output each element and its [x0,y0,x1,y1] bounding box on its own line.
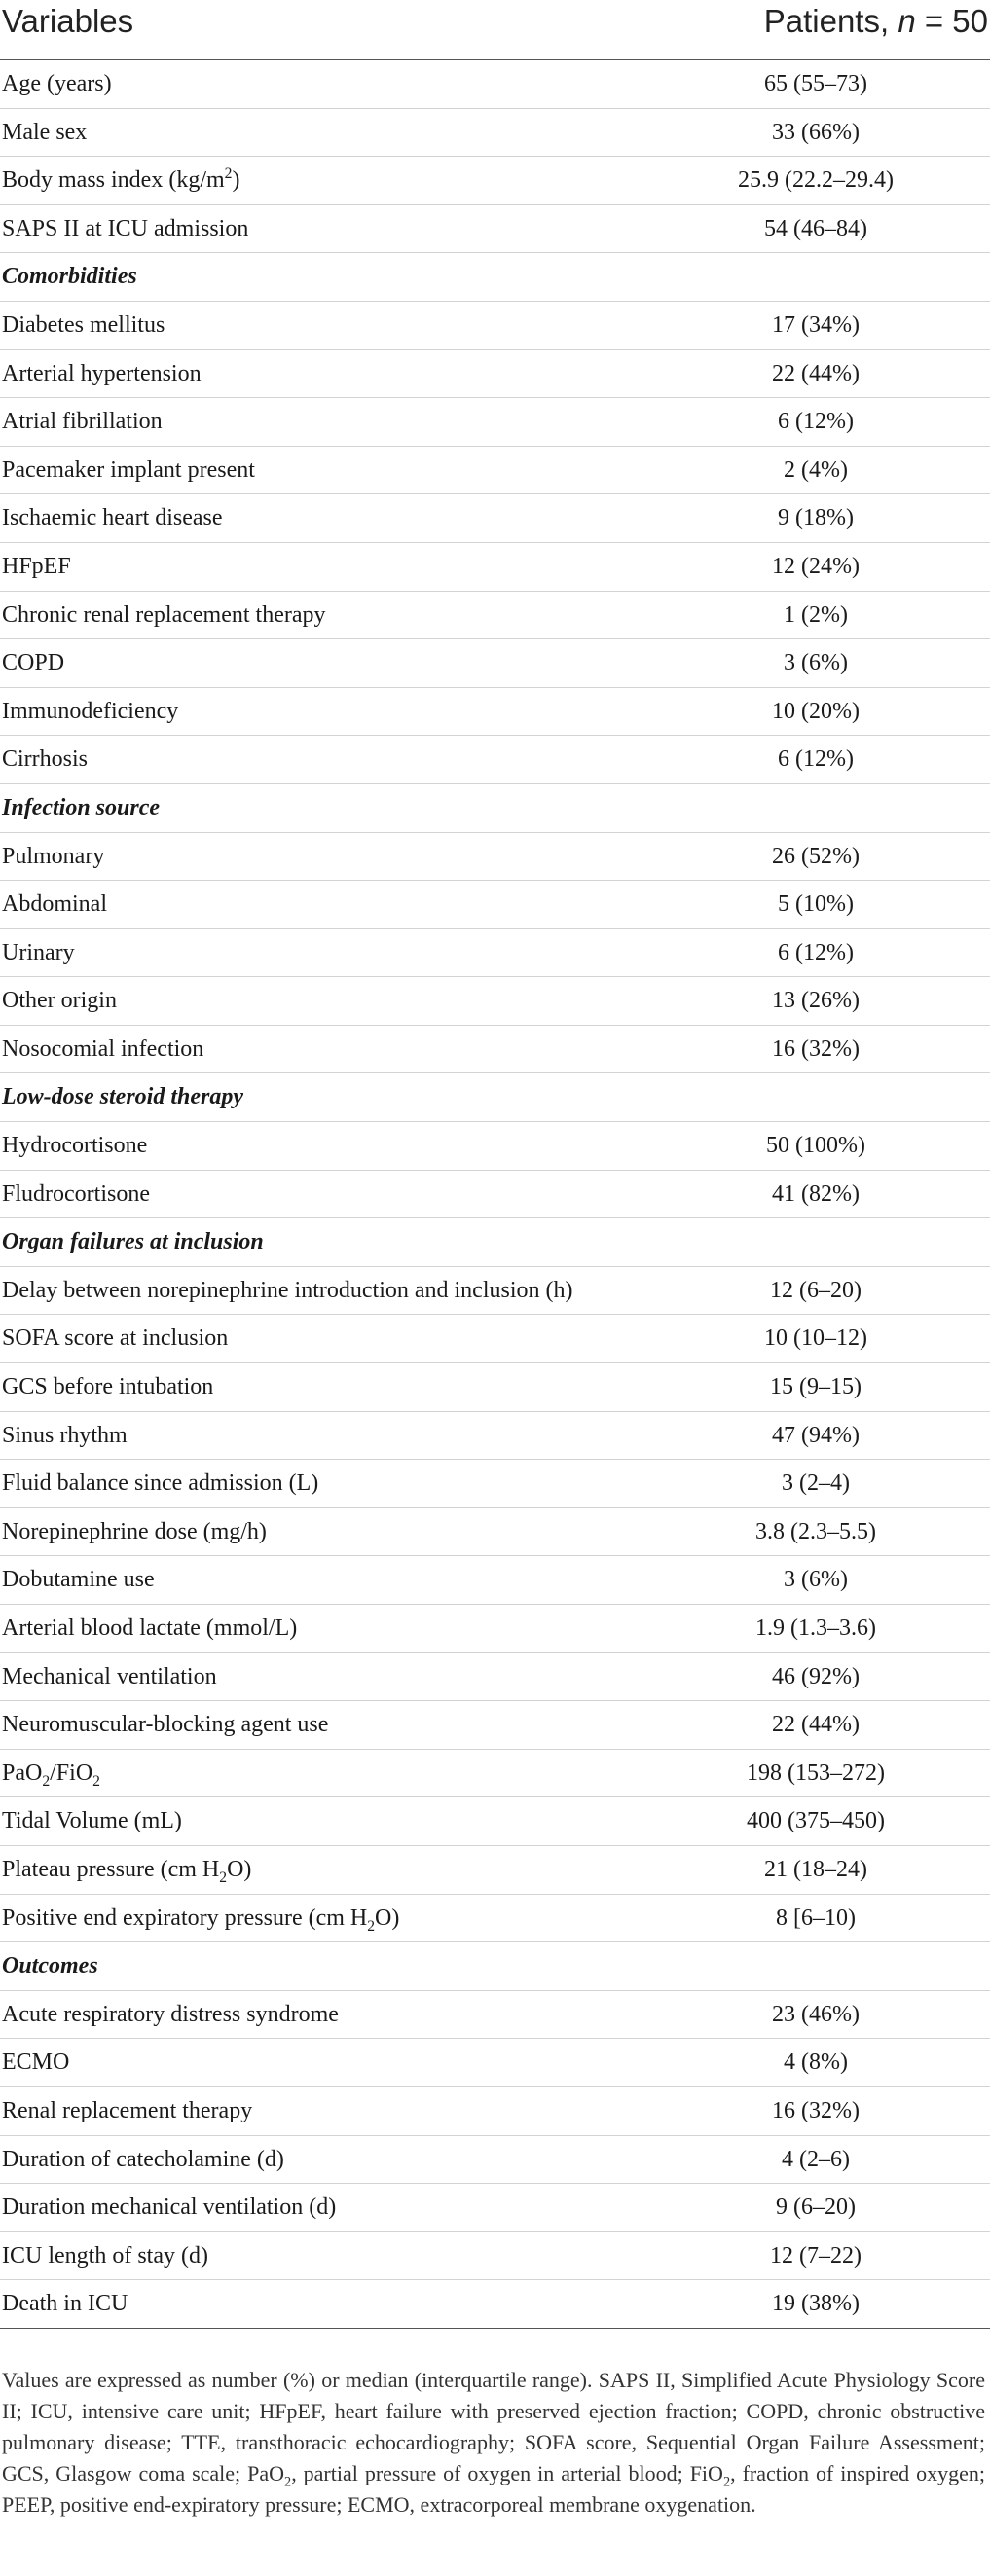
row-value: 6 (12%) [778,939,854,965]
row-label [2,1991,339,2039]
row-value: 47 (94%) [772,1422,860,1448]
table-row [0,1701,990,1750]
row-value: 3 (6%) [784,650,848,676]
label-tail: O) [227,1856,252,1882]
footnote-text-1: Values are expressed as number (%) or median (interquartile range). SAPS II, Simplified Acute Physiology Score II; ICU, intensive care unit; HFpEF, heart failure with preserved ejection fraction; COPD, chronic obstructive pulmonary disease; TTE, transthoracic echocardiography; SOFA score, Sequential Organ Failure Assessment; GCS, Glasgow coma scale; PaO [2,2368,985,2485]
table-row [0,1363,990,1412]
label-text: Other origin [2,988,117,1014]
section-label [2,1218,264,1266]
section-label [2,1942,98,1990]
table-row [0,1460,990,1508]
table-row [0,2232,990,2281]
row-value: 25.9 (22.2–29.4) [738,167,894,194]
row-label [2,1701,328,1749]
row-label [2,1797,182,1845]
row-value: 22 (44%) [772,360,860,386]
row-value: 3 (2–4) [782,1470,850,1497]
label-text: Pulmonary [2,843,105,869]
table-row [0,1750,990,1798]
n-value: = 50 [915,3,988,39]
label-tail: O) [375,1905,400,1931]
label-text: ECMO [2,2050,70,2076]
table-row [0,447,990,495]
table-row [0,1653,990,1702]
table-row [0,977,990,1026]
table-row [0,2039,990,2087]
row-value: 46 (92%) [772,1663,860,1689]
table-footnote [2,2365,985,2521]
label-tail: ) [232,167,240,194]
section-row [0,253,990,302]
patients-label: Patients, [763,3,898,39]
section-row [0,1073,990,1122]
footnote-sub-2: 2 [722,2474,731,2490]
row-value: 21 (18–24) [764,1856,867,1882]
table-row [0,736,990,784]
label-text: Neuromuscular-blocking agent use [2,1712,329,1738]
label-text: Low-dose steroid therapy [2,1084,243,1110]
label-tail: /FiO [50,1760,93,1786]
variables-column-header: Variables [2,3,134,39]
label-text: Dobutamine use [2,1567,155,1593]
table-row [0,350,990,399]
row-value: 19 (38%) [772,2291,860,2317]
table-row [0,929,990,978]
label-text: Chronic renal replacement therapy [2,601,326,628]
row-label [2,929,75,977]
row-value: 198 (153–272) [747,1760,885,1786]
section-label [2,253,137,301]
row-value: 17 (34%) [772,311,860,338]
label-text: Fludrocortisone [2,1180,150,1207]
label-text: Ischaemic heart disease [2,505,223,531]
label-text: Mechanical ventilation [2,1663,217,1689]
label-text: Organ failures at inclusion [2,1229,264,1255]
row-value: 26 (52%) [772,843,860,869]
table-row [0,494,990,543]
label-superscript: 2 [224,165,233,183]
label-text: Nosocomial infection [2,1035,204,1062]
label-text: ICU length of stay (d) [2,2242,208,2268]
table-row [0,1026,990,1074]
label-text: Duration of catecholamine (d) [2,2146,284,2172]
row-label [2,736,88,783]
row-label [2,1122,147,1170]
table-body [0,60,990,2329]
label-subscript: 2 [92,1772,100,1790]
table-row [0,60,990,109]
table-row [0,688,990,737]
label-text: Abdominal [2,891,107,918]
row-label [2,2136,284,2184]
row-label [2,688,178,736]
row-value: 12 (24%) [772,553,860,579]
table-row [0,1508,990,1557]
row-label [2,639,64,687]
row-label [2,1460,318,1507]
section-row [0,1218,990,1267]
table-row [0,1991,990,2040]
row-value: 13 (26%) [772,988,860,1014]
label-text: Tidal Volume (mL) [2,1808,182,1834]
footnote-text-2: , partial pressure of oxygen in arterial blood; FiO [291,2461,723,2485]
row-label [2,447,255,494]
row-value: 54 (46–84) [764,215,867,241]
label-text: Cirrhosis [2,746,89,773]
row-label [2,977,117,1025]
table-row [0,1895,990,1943]
row-value: 22 (44%) [772,1712,860,1738]
row-value: 12 (7–22) [770,2242,862,2268]
row-value: 16 (32%) [772,1035,860,1062]
label-text: Sinus rhythm [2,1422,128,1448]
row-value: 3.8 (2.3–5.5) [755,1518,876,1544]
row-value: 2 (4%) [784,456,848,483]
table-row [0,205,990,254]
table-row [0,592,990,640]
row-label [2,1653,217,1701]
footnote-text-3: , fraction of inspired oxygen; PEEP, positive end-expiratory pressure; ECMO, extracorporeal membrane oxygenation. [2,2461,985,2517]
row-label [2,2087,252,2135]
label-text: GCS before intubation [2,1374,214,1400]
row-value: 3 (6%) [784,1567,848,1593]
label-text: Acute respiratory distress syndrome [2,2001,339,2027]
table-header [0,0,990,60]
n-symbol: n [898,3,916,39]
table-row [0,1171,990,1219]
row-label [2,1750,100,1797]
table-row [0,1412,990,1461]
label-text: Arterial blood lactate (mmol/L) [2,1615,298,1641]
label-text: Death in ICU [2,2291,128,2317]
table-row [0,157,990,205]
row-value: 10 (10–12) [764,1325,867,1352]
table-row [0,1315,990,1363]
label-text: Renal replacement therapy [2,2097,253,2123]
label-text: Delay between norepinephrine introduction and inclusion (h) [2,1277,573,1303]
label-subscript: 2 [42,1772,51,1790]
row-label [2,157,239,204]
label-text: Fluid balance since admission (L) [2,1470,319,1497]
label-text: Positive end expiratory pressure (cm H [2,1905,368,1931]
table-row [0,1605,990,1653]
row-label [2,2039,69,2086]
label-subscript: 2 [367,1917,376,1935]
table-row [0,302,990,350]
row-value: 8 [6–10) [776,1905,856,1931]
table-row [0,881,990,929]
row-label [2,398,163,446]
section-label [2,1073,243,1121]
row-value: 15 (9–15) [770,1374,862,1400]
table-row [0,639,990,688]
label-text: SAPS II at ICU admission [2,215,249,241]
section-label [2,784,160,832]
section-row [0,784,990,833]
row-label [2,1605,297,1652]
row-label [2,109,87,157]
row-value: 400 (375–450) [747,1808,885,1834]
section-row [0,1942,990,1991]
label-text: HFpEF [2,553,71,579]
row-value: 23 (46%) [772,2001,860,2027]
label-text: Pacemaker implant present [2,456,255,483]
row-value: 9 (6–20) [776,2195,856,2221]
row-value: 6 (12%) [778,409,854,435]
row-label [2,2232,208,2280]
label-text: Arterial hypertension [2,360,202,386]
table-row [0,833,990,882]
row-value: 1 (2%) [784,601,848,628]
row-label [2,1895,399,1942]
table-row [0,2136,990,2185]
label-text: Age (years) [2,71,112,96]
label-text: PaO [2,1760,43,1786]
row-value: 10 (20%) [772,698,860,724]
row-value: 4 (8%) [784,2050,848,2076]
row-value: 5 (10%) [778,891,854,918]
label-text: Duration mechanical ventilation (d) [2,2195,337,2221]
label-text: Plateau pressure (cm H [2,1856,220,1882]
row-value: 41 (82%) [772,1180,860,1207]
row-label [2,205,248,253]
label-text: Atrial fibrillation [2,409,163,435]
row-value: 4 (2–6) [782,2146,850,2172]
row-value: 33 (66%) [772,119,860,145]
table-row [0,2280,990,2329]
row-label [2,1412,128,1460]
table-row [0,1846,990,1895]
label-text: Urinary [2,939,75,965]
label-text: Infection source [2,794,160,820]
table-row [0,1797,990,1846]
row-label [2,1508,267,1556]
label-text: SOFA score at inclusion [2,1325,229,1352]
row-value: 9 (18%) [778,505,854,531]
row-label [2,1267,573,1315]
row-label [2,2280,128,2328]
label-text: COPD [2,650,65,676]
row-label [2,1171,150,1218]
table-row [0,1122,990,1171]
row-label [2,494,223,542]
row-label [2,1363,213,1411]
table-row [0,2087,990,2136]
row-label [2,302,165,349]
row-label [2,1315,228,1362]
table-row [0,1267,990,1316]
label-text: Diabetes mellitus [2,311,165,338]
label-subscript: 2 [219,1869,228,1886]
row-value: 16 (32%) [772,2097,860,2123]
patients-column-header [764,2,988,41]
row-value: 12 (6–20) [770,1277,862,1303]
row-label [2,1846,251,1894]
label-text: Norepinephrine dose (mg/h) [2,1518,267,1544]
label-text: Hydrocortisone [2,1133,148,1159]
label-text: Immunodeficiency [2,698,179,724]
row-label [2,1556,155,1604]
label-text: Body mass index (kg/m [2,167,225,194]
row-label [2,350,202,398]
row-label [2,60,112,108]
row-value: 65 (55–73) [764,71,867,96]
row-value: 1.9 (1.3–3.6) [755,1615,876,1641]
table-row [0,543,990,592]
footnote-sub-1: 2 [284,2474,292,2490]
table-row [0,2184,990,2232]
row-label [2,833,104,881]
label-text: Outcomes [2,1953,98,1979]
label-text: Male sex [2,119,88,145]
row-value: 6 (12%) [778,746,854,773]
row-label [2,592,326,639]
row-label [2,881,107,928]
row-label [2,2184,336,2231]
row-label [2,1026,203,1073]
row-label [2,543,71,591]
row-value: 50 (100%) [766,1133,865,1159]
table-row [0,109,990,158]
label-text: Comorbidities [2,264,137,290]
table-row [0,1556,990,1605]
table-row [0,398,990,447]
